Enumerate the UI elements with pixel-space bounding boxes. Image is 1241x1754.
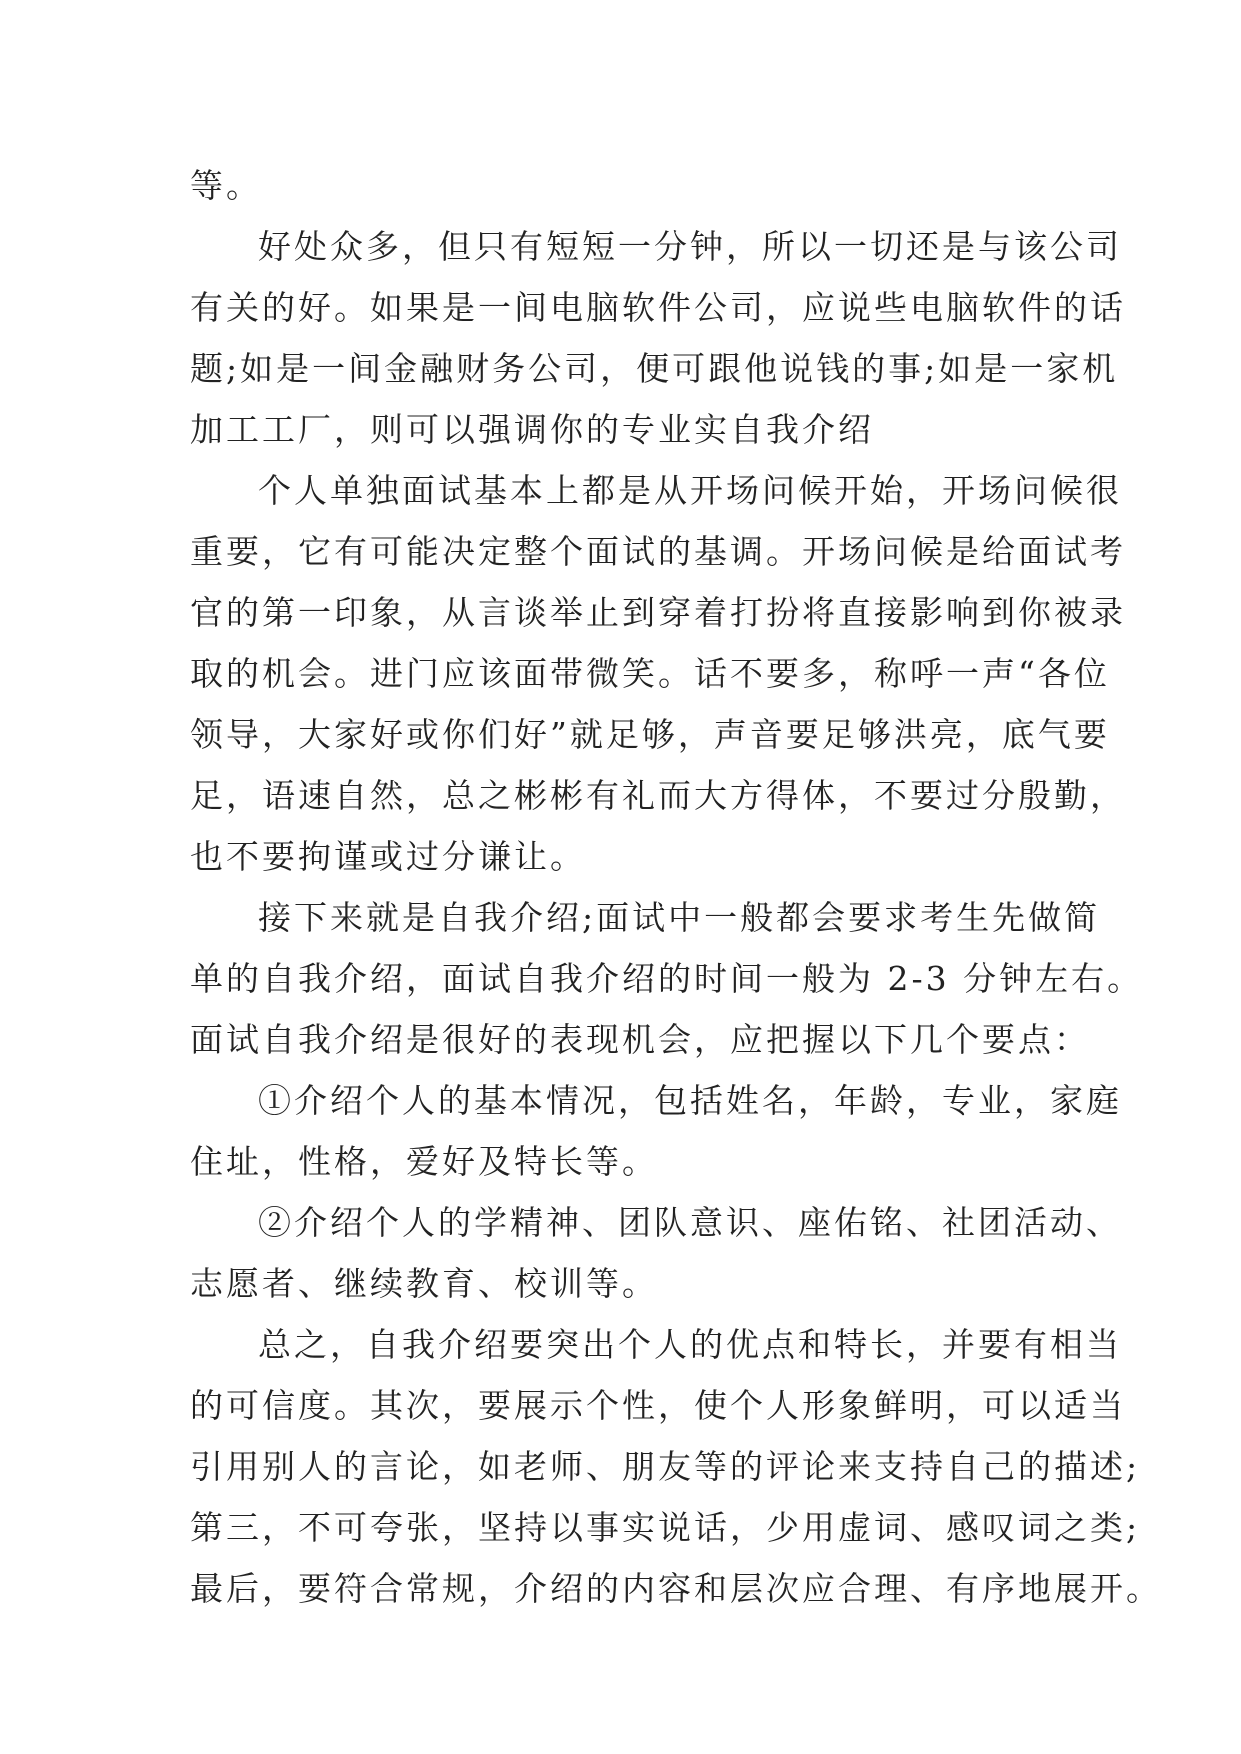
text-line-9: 取的机会。进门应该面带微笑。话不要多，称呼一声“各位 (190, 654, 1110, 693)
text-line-1: 等。 (190, 166, 262, 205)
text-line-15: 面试自我介绍是很好的表现机会，应把握以下几个要点： (190, 1020, 1090, 1059)
text-line-21: 的可信度。其次，要展示个性，使个人形象鲜明，可以适当 (190, 1386, 1126, 1425)
text-line-23: 第三，不可夸张，坚持以事实说话，少用虚词、感叹词之类; (190, 1508, 1141, 1547)
text-line-6: 个人单独面试基本上都是从开场问候开始，开场问候很 (258, 471, 1122, 510)
text-line-17: 住址，性格，爱好及特长等。 (190, 1142, 658, 1181)
text-line-11: 足，语速自然，总之彬彬有礼而大方得体，不要过分殷勤， (190, 776, 1126, 815)
text-line-5: 加工工厂，则可以强调你的专业实自我介绍 (190, 410, 874, 449)
document-body (190, 155, 1162, 1619)
text-line-18: ②介绍个人的学精神、团队意识、座佑铭、社团活动、 (258, 1203, 1122, 1242)
text-line-19: 志愿者、继续教育、校训等。 (190, 1264, 658, 1303)
text-line-22: 引用别人的言论，如老师、朋友等的评论来支持自己的描述; (190, 1447, 1141, 1486)
text-line-10: 领导，大家好或你们好”就足够，声音要足够洪亮，底气要 (190, 715, 1110, 754)
text-line-3: 有关的好。如果是一间电脑软件公司，应说些电脑软件的话 (190, 288, 1126, 327)
text-line-24: 最后，要符合常规，介绍的内容和层次应合理、有序地展开。 (190, 1569, 1162, 1608)
text-line-2: 好处众多，但只有短短一分钟，所以一切还是与该公司 (258, 227, 1122, 266)
text-line-16: ①介绍个人的基本情况，包括姓名，年龄，专业，家庭 (258, 1081, 1122, 1120)
text-line-7: 重要，它有可能决定整个面试的基调。开场问候是给面试考 (190, 532, 1126, 571)
text-line-12: 也不要拘谨或过分谦让。 (190, 837, 586, 876)
text-line-14: 单的自我介绍，面试自我介绍的时间一般为 2-3 分钟左右。 (190, 959, 1144, 998)
text-line-20: 总之，自我介绍要突出个人的优点和特长，并要有相当 (258, 1325, 1122, 1364)
text-line-8: 官的第一印象，从言谈举止到穿着打扮将直接影响到你被录 (190, 593, 1126, 632)
text-line-13: 接下来就是自我介绍;面试中一般都会要求考生先做简 (258, 898, 1101, 937)
text-line-4: 题;如是一间金融财务公司，便可跟他说钱的事;如是一家机 (190, 349, 1119, 388)
